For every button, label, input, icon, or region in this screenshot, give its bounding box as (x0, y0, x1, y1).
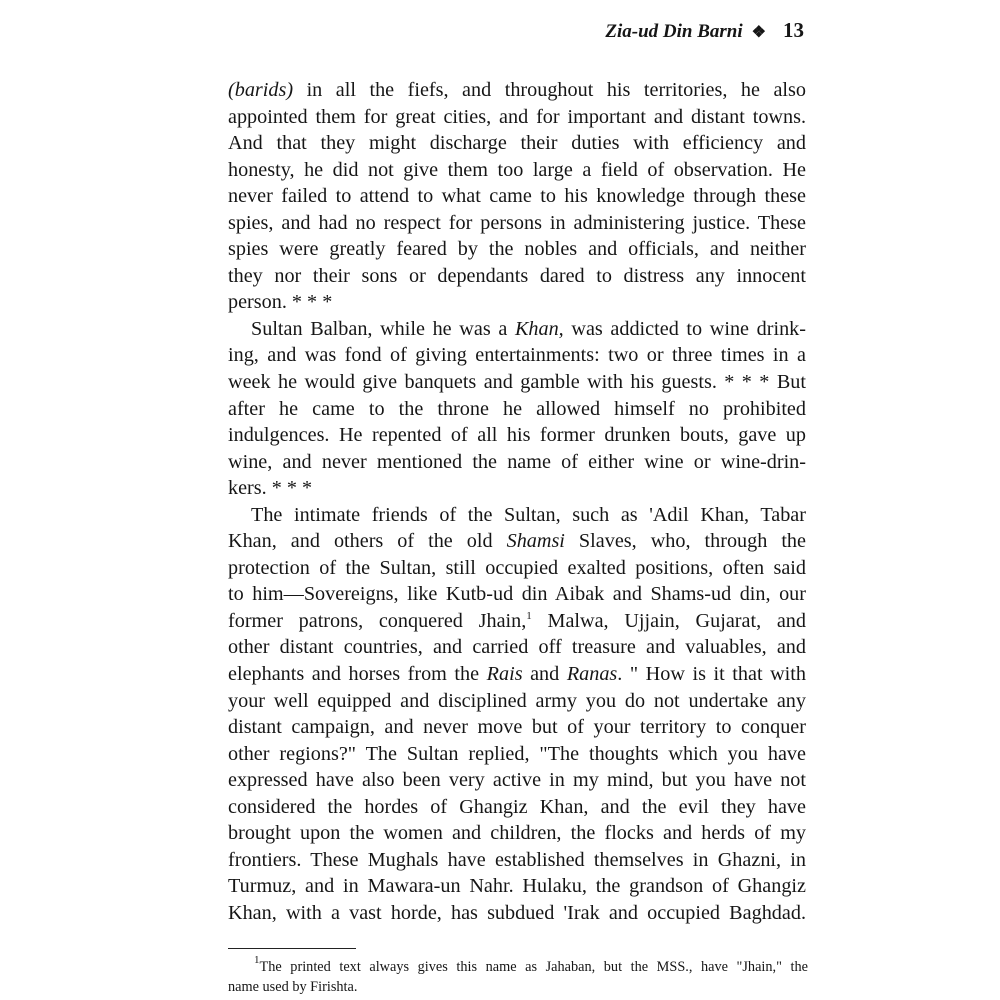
text-line: distant campaign, and never move but of your territory to conquer (228, 716, 806, 739)
text-line: Turmuz, and in Mawara-un Nahr. Hulaku, the grandson of Ghangiz (228, 875, 806, 898)
text-line: honesty, he did not give them too large a field of observation. He (228, 158, 806, 181)
text-line: wine, and never mentioned the name of either wine or wine-drin- (228, 450, 806, 473)
text-line (228, 77, 806, 104)
body-text (228, 77, 806, 927)
text-line: considered the hordes of Ghangiz Khan, and the evil they have (228, 795, 806, 818)
text-line: Khan, with a vast horde, has subdued 'Irak and occupied Baghdad. (228, 901, 806, 924)
running-title: Zia-ud Din Barni (605, 21, 743, 42)
italic-term: Khan, (514, 317, 564, 340)
italic-term: (barids) (228, 79, 294, 101)
text-span: in all the fiefs, and throughout his territories, he also (293, 79, 806, 101)
text-span: The printed text always gives this name as Jahaban, but the MSS., have "Jhain," the (259, 959, 808, 975)
footnote (228, 954, 808, 997)
text-line: frontiers. These Mughals have established themselves in Ghazni, in (228, 848, 806, 871)
footnote-reference[interactable]: 1 (526, 609, 532, 622)
text-line: your well equipped and disciplined army you do not undertake any (228, 689, 806, 712)
text-line: other regions?" The Sultan replied, "The thoughts which you have (228, 742, 806, 765)
text-line: protection of the Sultan, still occupied exalted positions, often said (228, 556, 806, 579)
text-line: after he came to the throne he allowed himself no prohibited (228, 397, 806, 420)
text-span: was addicted to wine drink- (563, 317, 806, 340)
italic-term: Ranas (566, 663, 618, 686)
italic-term: Shamsi (506, 530, 565, 553)
text-line: spies, and had no respect for persons in administering justice. These (228, 211, 806, 234)
text-line: other distant countries, and carried off treasure and valuables, and (228, 636, 806, 659)
text-line: brought upon the women and children, the flocks and herds of my (228, 822, 806, 845)
italic-term: Rais (486, 663, 523, 686)
text-span: Slaves, who, through the (564, 530, 806, 553)
text-line (228, 661, 806, 688)
text-line: And that they might discharge their duties with efficiency and (228, 132, 806, 155)
text-line: person. * * * (228, 291, 333, 314)
paragraph-start-line (228, 316, 806, 343)
footnote-line (228, 954, 808, 977)
text-line: they nor their sons or dependants dared to distress any innocent (228, 264, 806, 287)
text-span: and (522, 663, 567, 686)
page-number: 13 (783, 18, 804, 42)
text-line: kers. * * * (228, 477, 313, 500)
text-span: former patrons, conquered Jhain, (228, 609, 527, 632)
paragraph-start-line: The intimate friends of the Sultan, such as 'Adil Khan, Tabar (251, 503, 806, 526)
diamond-ornament-icon: ❖ (751, 24, 766, 41)
text-line: expressed have also been very active in my mind, but you have not (228, 769, 806, 792)
text-line (228, 528, 806, 555)
footnote-divider (228, 948, 356, 949)
text-line: indulgences. He repented of all his former drunken bouts, gave up (228, 424, 806, 447)
text-line: ing, and was fond of giving entertainments: two or three times in a (228, 344, 806, 367)
text-span: Malwa, Ujjain, Gujarat, and (531, 609, 806, 632)
running-header (605, 18, 804, 43)
footnote-line: name used by Firishta. (228, 979, 358, 995)
footnote-marker: 1 (254, 954, 260, 966)
text-line: never failed to attend to what came to his knowledge through these (228, 185, 806, 208)
text-span: . " How is it that with (617, 663, 806, 686)
text-span: elephants and horses from the (228, 663, 487, 686)
text-line: to him—Sovereigns, like Kutb-ud din Aibak and Shams-ud din, our (228, 583, 806, 606)
text-span: Khan, and others of the old (228, 530, 507, 553)
text-line (228, 608, 806, 635)
text-line: week he would give banquets and gamble with his guests. * * * But (228, 371, 806, 394)
text-span: Sultan Balban, while he was a (251, 317, 515, 340)
text-line: appointed them for great cities, and for important and distant towns. (228, 105, 806, 128)
text-line: spies were greatly feared by the nobles and officials, and neither (228, 238, 806, 261)
